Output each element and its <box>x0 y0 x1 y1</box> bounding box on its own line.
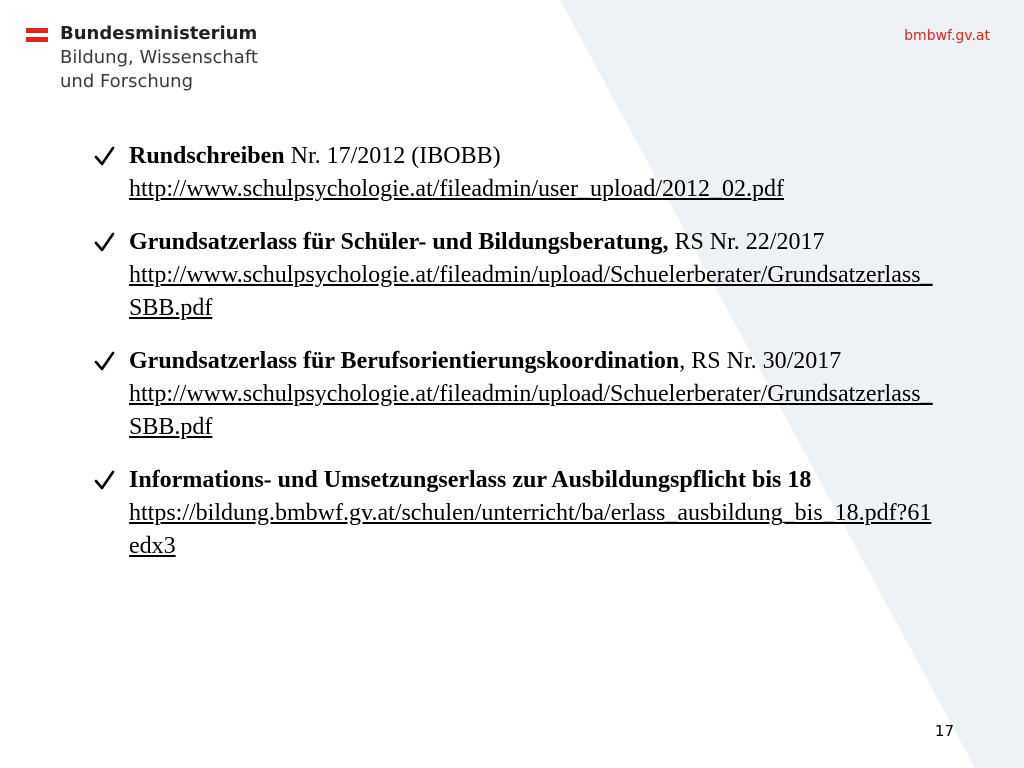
check-icon <box>93 140 115 173</box>
entry-detail: RS Nr. 22/2017 <box>668 229 825 255</box>
ministry-name-line1: Bundesministerium <box>60 23 258 44</box>
check-icon <box>93 345 115 378</box>
site-url: bmbwf.gv.at <box>904 28 990 44</box>
entry-detail: Nr. 17/2012 (IBOBB) <box>284 143 501 169</box>
list-item <box>90 345 940 444</box>
entry-title: Rundschreiben <box>129 143 285 169</box>
check-icon <box>93 226 115 259</box>
ministry-name <box>60 22 258 94</box>
entry-link[interactable]: http://www.schulpsychologie.at/fileadmin/upload/Schuelerberater/Grundsatzerlass_SBB.pdf <box>129 262 933 321</box>
ministry-name-line2: Bildung, Wissenschaft <box>60 47 258 68</box>
entry-title: Grundsatzerlass für Schüler- und Bildungsberatung, <box>129 229 669 255</box>
entry-link[interactable]: http://www.schulpsychologie.at/fileadmin/user_upload/2012_02.pdf <box>129 176 785 202</box>
entry-link[interactable]: https://bildung.bmbwf.gv.at/schulen/unterricht/ba/erlass_ausbildung_bis_18.pdf?61edx3 <box>129 500 932 559</box>
entry-title: Grundsatzerlass für Berufsorientierungskoordination <box>129 348 680 374</box>
page-number: 17 <box>934 722 954 740</box>
austrian-flag-icon <box>26 28 48 42</box>
list-item <box>90 140 940 206</box>
reference-list <box>90 140 940 583</box>
ministry-logo <box>26 22 258 94</box>
ministry-name-line3: und Forschung <box>60 71 194 92</box>
list-item <box>90 464 940 563</box>
list-item <box>90 226 940 325</box>
entry-link[interactable]: http://www.schulpsychologie.at/fileadmin/upload/Schuelerberater/Grundsatzerlass_SBB.pdf <box>129 381 933 440</box>
entry-title: Informations- und Umsetzungserlass zur Ausbildungspflicht bis 18 <box>129 467 812 493</box>
check-icon <box>93 464 115 497</box>
entry-detail: , RS Nr. 30/2017 <box>679 348 842 374</box>
